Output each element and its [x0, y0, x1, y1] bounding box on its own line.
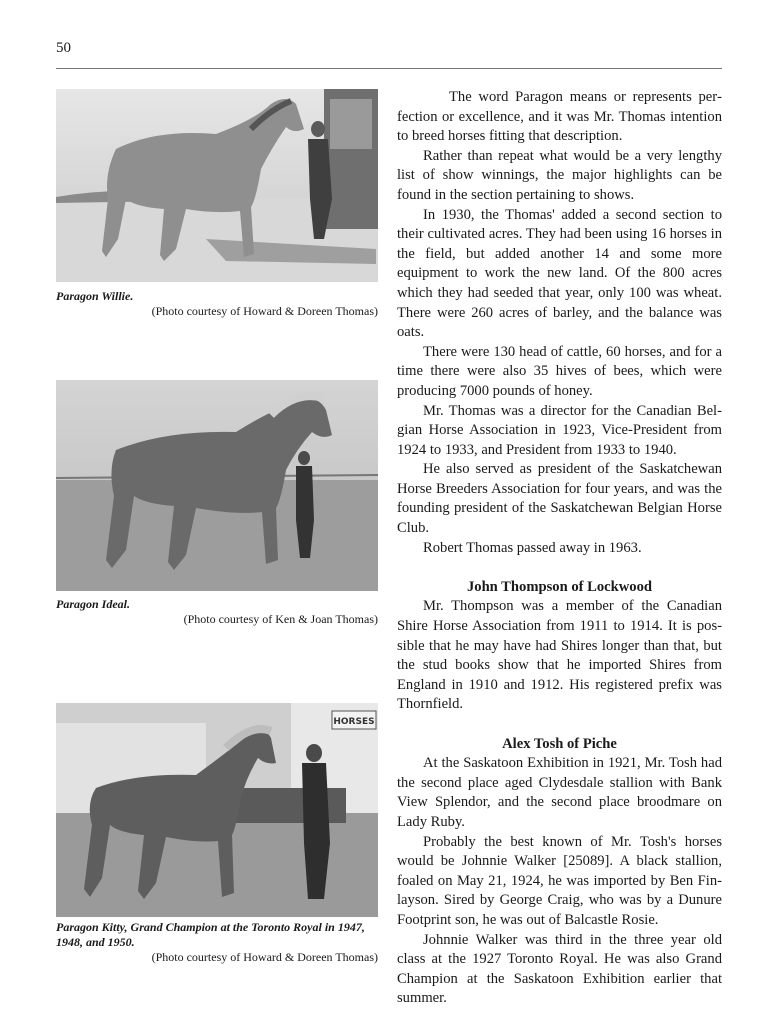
section-heading: Alex Tosh of Piche	[502, 735, 617, 752]
photo-paragon-willie	[56, 89, 378, 282]
paragraph: He also served as president of the Saskatchewan Horse Breeders Association for four years, and was the founding president of the Saskatchewan Belgian Horse Club.	[397, 461, 722, 537]
caption-credit: (Photo courtesy of Ken & Joan Thomas)	[183, 612, 378, 626]
horse-photo-image	[56, 89, 378, 282]
paragraph: There were 130 head of cattle, 60 horses, and for a time there were also 35 hives of bees, which were producing 7000 pounds of honey.	[397, 343, 722, 399]
paragraph: At the Saskatoon Exhibition in 1921, Mr. Tosh had the second place aged Clydesdale stallion with Bank View Splendor, and the second place broodmare on Lady Ruby.	[397, 755, 722, 830]
paragraph: Johnnie Walker was third in the three year old class at the 1927 Toronto Royal. He was also Grand Champion at the Saskatoon Exhibition earlier that summer.	[397, 931, 722, 1007]
article-column	[397, 88, 722, 1009]
page-number: 50	[56, 40, 71, 56]
paragraph: The word Paragon means or represents perfection or excellence, and it was Mr. Thomas intention to breed horses fitting that description.	[397, 89, 722, 145]
header-rule	[56, 68, 722, 69]
paragraph: Robert Thomas passed away in 1963.	[423, 539, 642, 556]
caption-title: Paragon Willie.	[56, 289, 134, 303]
paragraph: Rather than repeat what would be a very lengthy list of show winnings, the major highlights can be found in the section pertaining to shows.	[397, 147, 722, 203]
horses-sign-text: HORSES	[333, 717, 375, 727]
paragraph: Mr. Thompson was a member of the Canadian Shire Horse Association from 1911 to 1914. It is possible that he may have had Shires longer than that, but the stud books show that he imported Shires from England in 1910 and 1912. His registered prefix was Thornfield.	[397, 598, 722, 713]
photo-caption	[56, 597, 378, 627]
photo-caption	[56, 289, 378, 319]
caption-title: Paragon Ideal.	[56, 597, 131, 611]
paragraph: In 1930, the Thomas' added a second section to their cultivated acres. They had been using 16 horses in the field, but added another 14 and some more equipment to work the new land. Of the 800 acres which they had seeded that year, only 100 was wheat. There were 260 acres of barley, and the balance was oats.	[397, 206, 722, 341]
caption-credit: (Photo courtesy of Howard & Doreen Thomas)	[151, 304, 378, 318]
photo-caption	[56, 920, 378, 965]
section-heading: John Thompson of Lockwood	[466, 578, 653, 595]
paragraph: Mr. Thomas was a director for the Canadian Belgian Horse Association in 1923, Vice-President from 1924 to 1933, and President from 1933 to 1940.	[397, 402, 722, 458]
horse-photo-image	[56, 703, 378, 917]
horse-photo-image	[56, 380, 378, 591]
photo-paragon-ideal	[56, 380, 378, 591]
paragraph: Probably the best known of Mr. Tosh's horses would be Johnnie Walker [25089]. A black stallion, foaled on May 21, 1924, he was imported by Ben Finlayson. Sired by George Craig, who was by a Dunure Footprint son, he was out of Balcastle Rosie.	[397, 833, 722, 928]
caption-title: Paragon Kitty, Grand Champion at the Toronto Royal in 1947, 1948, and 1950.	[56, 920, 365, 949]
photo-paragon-kitty	[56, 703, 378, 917]
caption-credit: (Photo courtesy of Howard & Doreen Thomas)	[151, 950, 378, 964]
